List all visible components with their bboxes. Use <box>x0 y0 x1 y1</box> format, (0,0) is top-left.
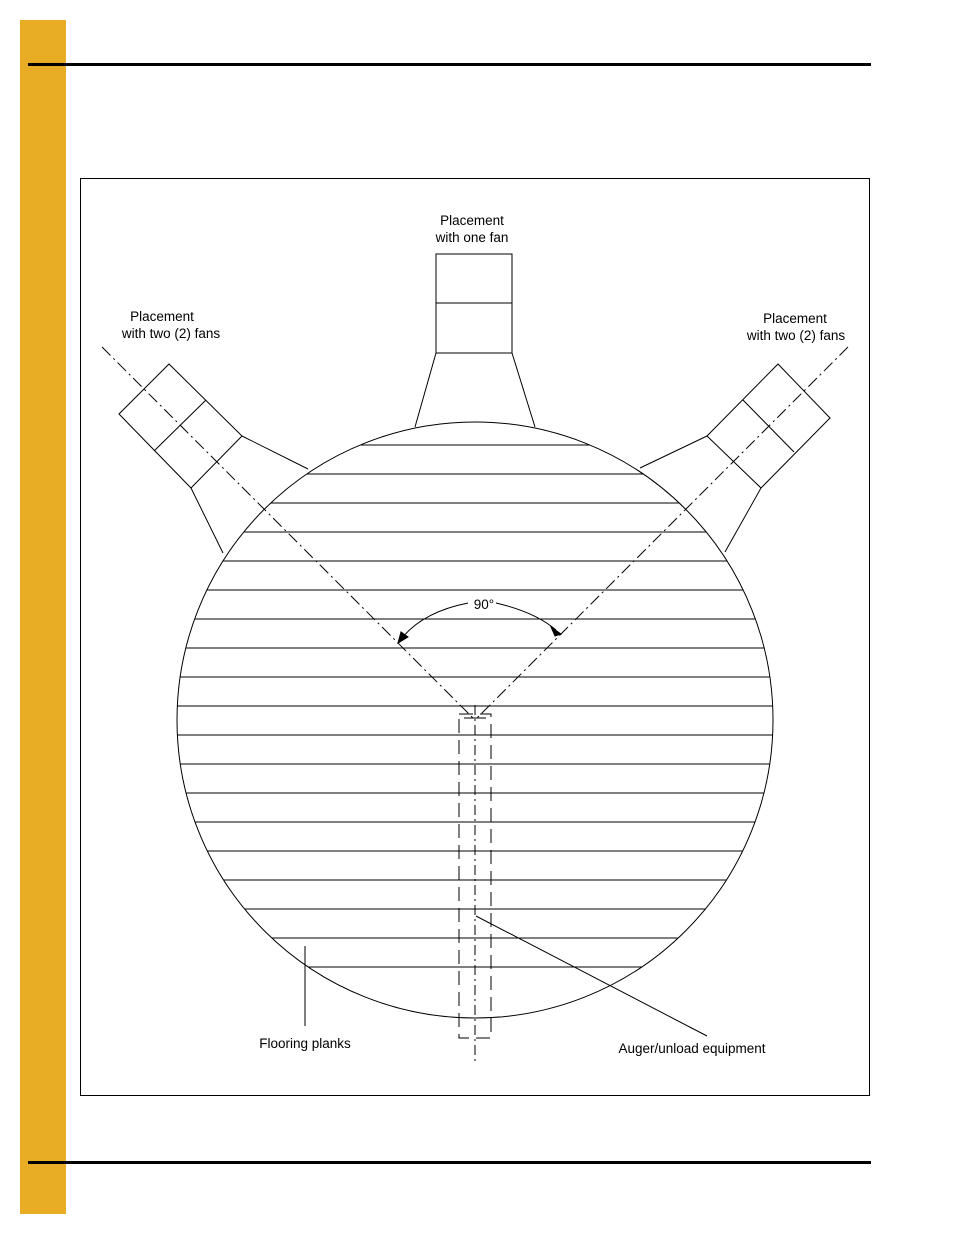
label-one-fan-line2: with one fan <box>435 230 509 245</box>
label-two-fans-right-line1: Placement <box>763 311 827 326</box>
label-flooring-planks: Flooring planks <box>259 1036 351 1051</box>
label-angle: 90° <box>473 597 495 612</box>
top-fan <box>415 254 535 427</box>
label-two-fans-left-line2: with two (2) fans <box>121 326 221 341</box>
label-two-fans-left-line1: Placement <box>130 309 194 324</box>
label-one-fan-line1: Placement <box>440 213 504 228</box>
label-two-fans-right-line2: with two (2) fans <box>746 328 846 343</box>
label-auger-unload: Auger/unload equipment <box>618 1041 766 1056</box>
